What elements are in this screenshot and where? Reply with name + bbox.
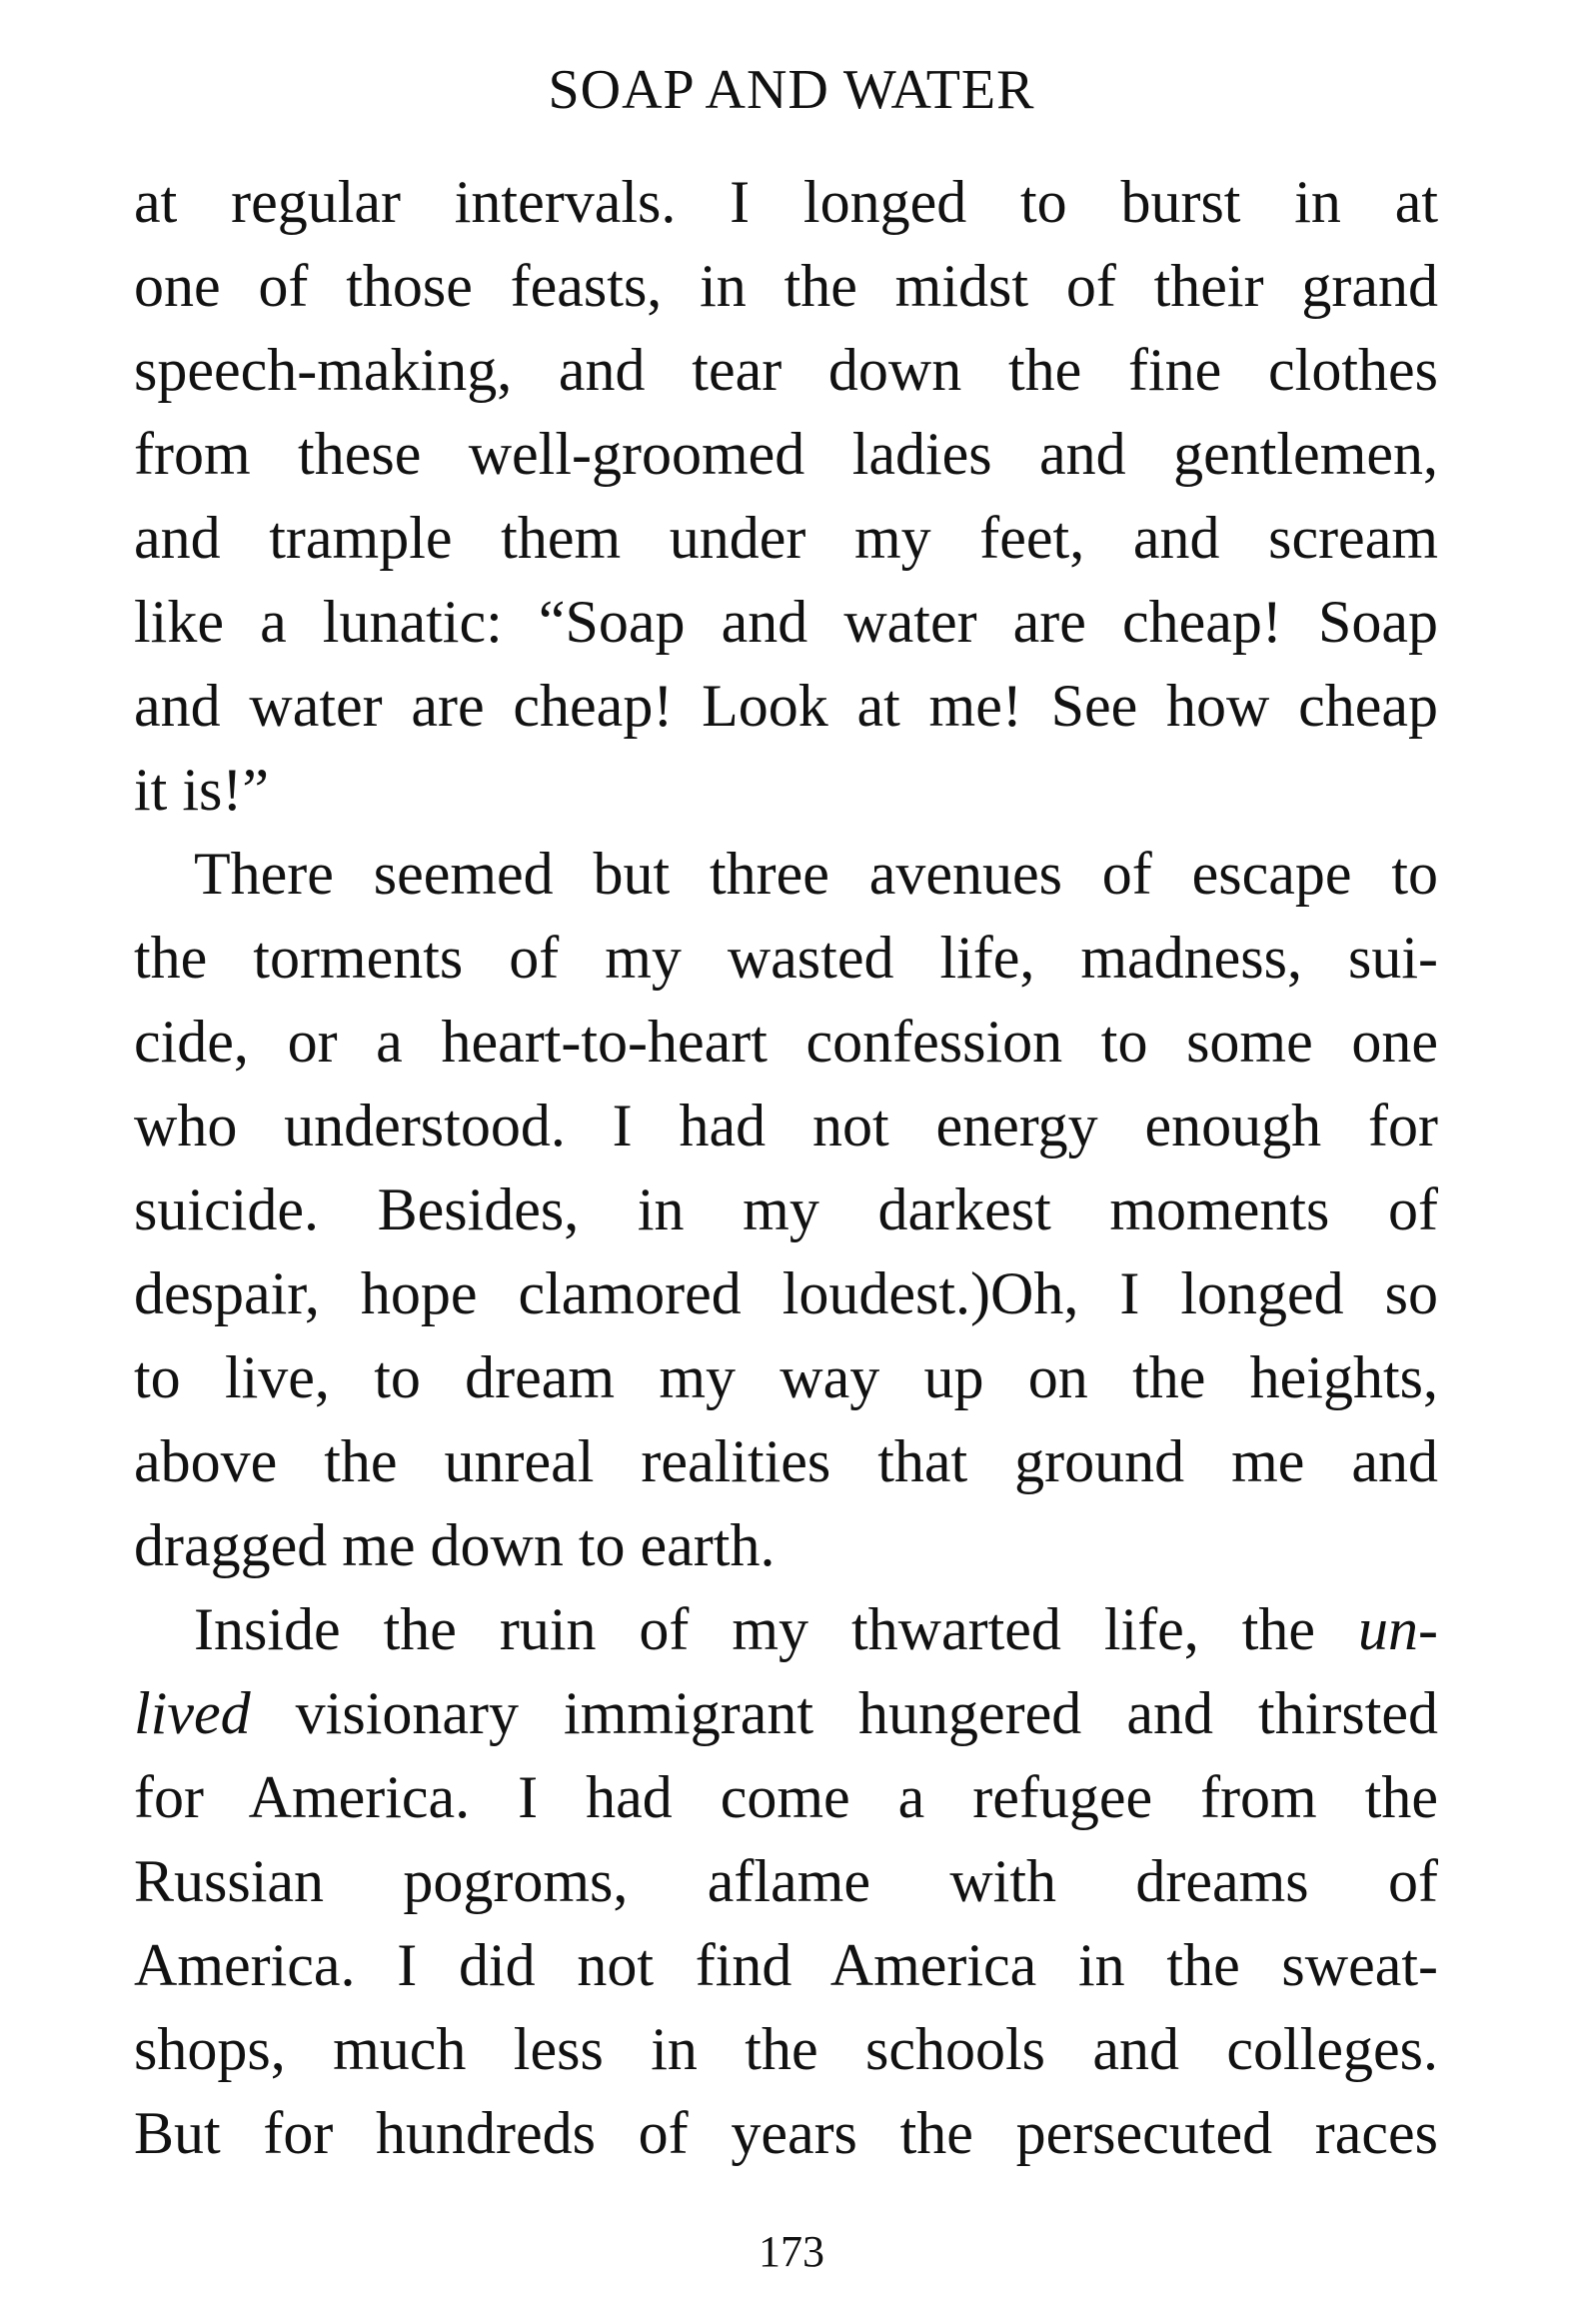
text-line <box>134 1587 1438 1671</box>
text-line: above the unreal realities that ground me and <box>134 1428 1438 1494</box>
text-line: like a lunatic: “Soap and water are cheap! Soap <box>134 589 1438 655</box>
italic-text: lived <box>134 1680 251 1746</box>
text-line: who understood. I had not energy enough for <box>134 1093 1438 1159</box>
text-line: speech-making, and tear down the fine clothes <box>134 337 1438 403</box>
text-segment: visionary immigrant hungered and thirsted <box>295 1680 1439 1746</box>
italic-text: un- <box>1358 1596 1438 1662</box>
text-line: and trample them under my feet, and scream <box>134 505 1438 571</box>
text-line: But for hundreds of years the persecuted races <box>134 2100 1438 2166</box>
text-line: cide, or a heart-to-heart confession to some one <box>134 1009 1438 1075</box>
text-line: one of those feasts, in the midst of their grand <box>134 253 1438 319</box>
text-line: and water are cheap! Look at me! See how cheap <box>134 673 1438 739</box>
text-line: to live, to dream my way up on the heights, <box>134 1344 1438 1410</box>
text-line: the torments of my wasted life, madness, sui- <box>134 925 1438 991</box>
text-line: from these well-groomed ladies and gentlemen, <box>134 421 1438 487</box>
text-line: suicide. Besides, in my darkest moments of <box>134 1176 1438 1242</box>
text-line: at regular intervals. I longed to burst in at <box>134 169 1438 235</box>
text-segment: Inside the ruin of my thwarted life, the <box>194 1596 1316 1662</box>
text-line <box>134 1671 1438 1755</box>
text-line: America. I did not find America in the sweat- <box>134 1932 1438 1998</box>
text-line: There seemed but three avenues of escape to <box>194 841 1438 907</box>
text-line: Russian pogroms, aflame with dreams of <box>134 1848 1438 1914</box>
body-text <box>134 160 1438 2175</box>
running-head: SOAP AND WATER <box>548 59 1035 121</box>
text-line: despair, hope clamored loudest.)Oh, I longed so <box>134 1260 1438 1326</box>
text-line: shops, much less in the schools and colleges. <box>134 2016 1438 2082</box>
text-line: it is!” <box>134 757 269 823</box>
text-line: for America. I had come a refugee from the <box>134 1764 1438 1830</box>
text-line: dragged me down to earth. <box>134 1512 776 1578</box>
page-number: 173 <box>759 2227 824 2276</box>
